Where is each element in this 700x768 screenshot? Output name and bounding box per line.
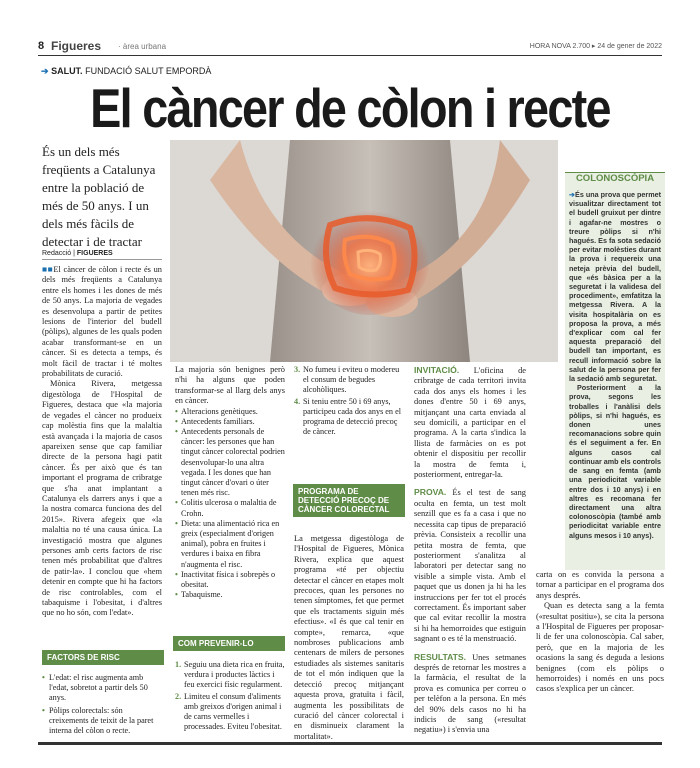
body-column-5 — [536, 570, 664, 695]
list-item: • Pòlips colorectals: són creixements de teixit de la paret interna del còlon o recte. — [42, 706, 164, 737]
bottom-rule — [38, 742, 662, 745]
risk-factors-box — [42, 650, 164, 738]
byline — [42, 250, 162, 260]
list-item: 3. No fumeu i eviteu o modereu el consum de begudes alcohòliques. — [294, 365, 400, 395]
body-column-1 — [42, 265, 162, 619]
byline-label: Redacció | — [42, 250, 75, 257]
list-item: • L'edat: el risc augmenta amb l'edat, sobretot a partir dels 50 anys. — [42, 673, 164, 704]
program-title: PROGRAMA DE DETECCIÓ PRECOÇ DE CÀNCER COLORECTAL — [293, 484, 405, 517]
list-item: • Dieta: una alimentació rica en greix (especialment d'origen animal), pobra en fruites i verdures i baixa en fibra n'augmenta el risc. — [175, 519, 285, 570]
sidebar-title: COLONOSCÒPIA — [575, 173, 655, 184]
list-item: 1. Seguiu una dieta rica en fruita, verdura i productes làctics i feu exercici físic regularment. — [175, 660, 285, 690]
kicker-text: FUNDACIÓ SALUT EMPORDÀ — [85, 66, 212, 76]
body-column-2 — [175, 365, 285, 600]
paragraph: Posteriorment a la prova, segons les troballes i l'anàlisi dels pòlips, si n'hi hagués, es donen unes recomanacions sobre quin és el seguiment a fer. En alguns casos cal continuar amb els controls de sang en femta (amb una periodicitat variable entre dos i 10 anys) i en altres es recomana fer directament una altra colonoscòpia (també amb periodicitat variable entre alguns mesos i 10 anys). — [569, 383, 661, 540]
paragraph: ➔És una prova que permet visualitzar directament tot el budell gruixut per dintre i agafar-ne mostres o treure pòlips si n'hi hagués. Es fa sota sedació per evitar molèsties durant la prova i requereix una neteja prèvia del budell, que «és bàsica per a la seguretat i la validesa del procediment», emfatitza la metgessa Rivera. A la visita hospitalària on es proposa la prova, a més d'explicar com cal fer aquesta preparació del budell tan important, es recull informació sobre la salut de la persona per fer la sedació amb seguretat. — [569, 190, 661, 384]
paragraph: Quan es detecta sang a la femta («resultat positiu»), se cita la persona a l'Hospital de Figueres per proposar-li de fer una colonoscòpia. Cal saber, però, que en la majoria de les ocasions la sang és deguda a lesions benignes (com els pòlips o hemorroides) i només en uns pocs casos s'explica per un càncer. — [536, 601, 664, 694]
kicker-label: SALUT. — [51, 66, 83, 76]
square-bullet-icon: ■■ — [42, 265, 54, 274]
sidebar-text — [569, 190, 661, 540]
lead-text: És un dels més freqüents a Catalunya entre la població de més de 50 anys. I un dels més fàcils de detectar i de tractar — [42, 144, 156, 249]
paragraph: INVITACIÓ. L'oficina de cribratge de cada territori invita cada dos anys els homes i les dones d'entre 50 i 69 anys, mitjançant una carta enviada al seu domicili, a participar en el programa. A la carta s'indica la llista de farmàcies on es pot obtenir el dispositiu per recollir la mostra de femta i, posteriorment, entregar-la. — [414, 365, 526, 480]
byline-place: FIGUERES — [76, 250, 113, 257]
article-photo — [170, 140, 558, 362]
section-subtitle: · àrea urbana — [118, 42, 167, 51]
program-text: La metgessa digestòloga de l'Hospital de Figueres, Mònica Rivera, explica que aquest programa «té per objectiu detectar el càncer en etapes molt precoces, quan les persones no tenen símptomes, fet que permet que els tractaments siguin més efectius». «I és que cal tenir en compte», remarca, «que nombroses publicacions amb centenars de milers de persones estudiades als sistemes sanitaris de tot el món indiquen que la detecció precoç mitjançant aquesta prova, gratuïta i fàcil, augmenta les possibilitats de curació del càncer colorectal i en disminueix clarament la mortalitat». — [294, 534, 404, 741]
list-item: • Antecedents personals de càncer: les persones que han tingut càncer colorectal podrien desenvolupar-lo una altra vegada. I les dones que han tingut càncer d'ovari o úter tenen més risc. — [175, 427, 285, 498]
arrow-right-icon: ➔ — [569, 190, 576, 199]
risk-factors-title: FACTORS DE RISC — [42, 650, 164, 665]
risk-factors-list-continued — [175, 407, 285, 601]
paragraph: La majoria són benignes però n'hi ha alguns que poden transformar-se al llarg dels anys en càncer. — [175, 365, 285, 406]
publication-info: HORA NOVA 2.700 ▸ 24 de gener de 2022 — [529, 43, 662, 50]
prevention-list-continued — [294, 365, 404, 438]
arrow-right-icon: ➔ — [41, 66, 49, 76]
paragraph: Mònica Rivera, metgessa digestòloga de l'Hospital de Figueres, destaca que «la majoria de vegades el càncer no produeix cap molèstia fins que la malaltia està avançada i la majoria de casos apareixen sense que cap familiar directe de la persona hagi patit càncer. És per això que és tan important el programa de cribratge que s'ha anat implantant a Catalunya els darrers anys i que a la nostra comarca funciona des del 2015». Rivera afegeix que «la malaltia no té una causa única. La investigació mostra que algunes persones amb certs factors de risc tenen més probabilitat que d'altres de patir-la». I conclou que «hem detenir en compte que hi ha factors de risc controlables, com el tabaquisme i l'obesitat, i d'altres que no ho són, com l'edat». — [42, 379, 162, 618]
page-number: 8 — [38, 40, 45, 52]
list-item: • Antecedents familiars. — [175, 417, 285, 427]
paragraph: ■■El càncer de còlon i recte és un dels més freqüents a Catalunya entre els homes i les dones de més de 50 anys. La majoria de vegades es desenvolupa a partir de petites lesions de l'interior del budell (pòlips), algunes de les quals poden acabar transformant-se en un càncer. Si es detecta a temps, és molt fàcil de tractar i té moltes probabilitats de curació. — [42, 265, 162, 379]
risk-factors-list — [42, 673, 164, 736]
prevention-list — [175, 660, 285, 733]
paragraph: carta on es convida la persona a tornar a participar en el programa dos anys després. — [536, 570, 664, 600]
headline: El càncer de còlon i recte — [90, 77, 610, 139]
abdomen-illustration — [170, 140, 558, 362]
section-name: Figueres — [51, 39, 102, 53]
paragraph: RESULTATS. Unes setmanes després de retornar les mostres a la farmàcia, el resultat de la prova es comunica per correu o per telèfon a la persona. En més del 90% dels casos no hi ha indicis de sang («resultat negatiu») i s'envia una — [414, 651, 526, 735]
paragraph: PROVA. És el test de sang oculta en femta, un test molt senzill que es fa a casa i que no necessita cap tipus de preparació prèvia. Consisteix a recollir una petita mostra de femta, que posteriorment s'analitza al laboratori per detectar sang no visible a simple vista. Amb el paquet que us donen ja hi ha les instruccions per fer tot el procés correctament. És important saber que cal evitar recollir la mostra si hi ha hemorroides que estiguin sagnant o es té la menstruació. — [414, 487, 526, 644]
list-item: • Colitis ulcerosa o malaltia de Crohn. — [175, 498, 285, 518]
list-item: • Tabaquisme. — [175, 590, 285, 600]
body-column-4 — [414, 365, 526, 743]
list-item: • Alteracions genètiques. — [175, 407, 285, 417]
list-item: 2. Limiteu el consum d'aliments amb greixos d'origen animal i de carns vermelles i processades. Eviteu l'obesitat. — [175, 691, 282, 732]
list-item: • Inactivitat física i sobrepès o obesitat. — [175, 570, 285, 590]
list-item: 4. Si teniu entre 50 i 69 anys, participeu cada dos anys en el programa de detecció precoç de càncer. — [294, 396, 401, 437]
prevention-title: COM PREVENIR-LO — [173, 636, 285, 651]
page-header — [38, 40, 662, 56]
